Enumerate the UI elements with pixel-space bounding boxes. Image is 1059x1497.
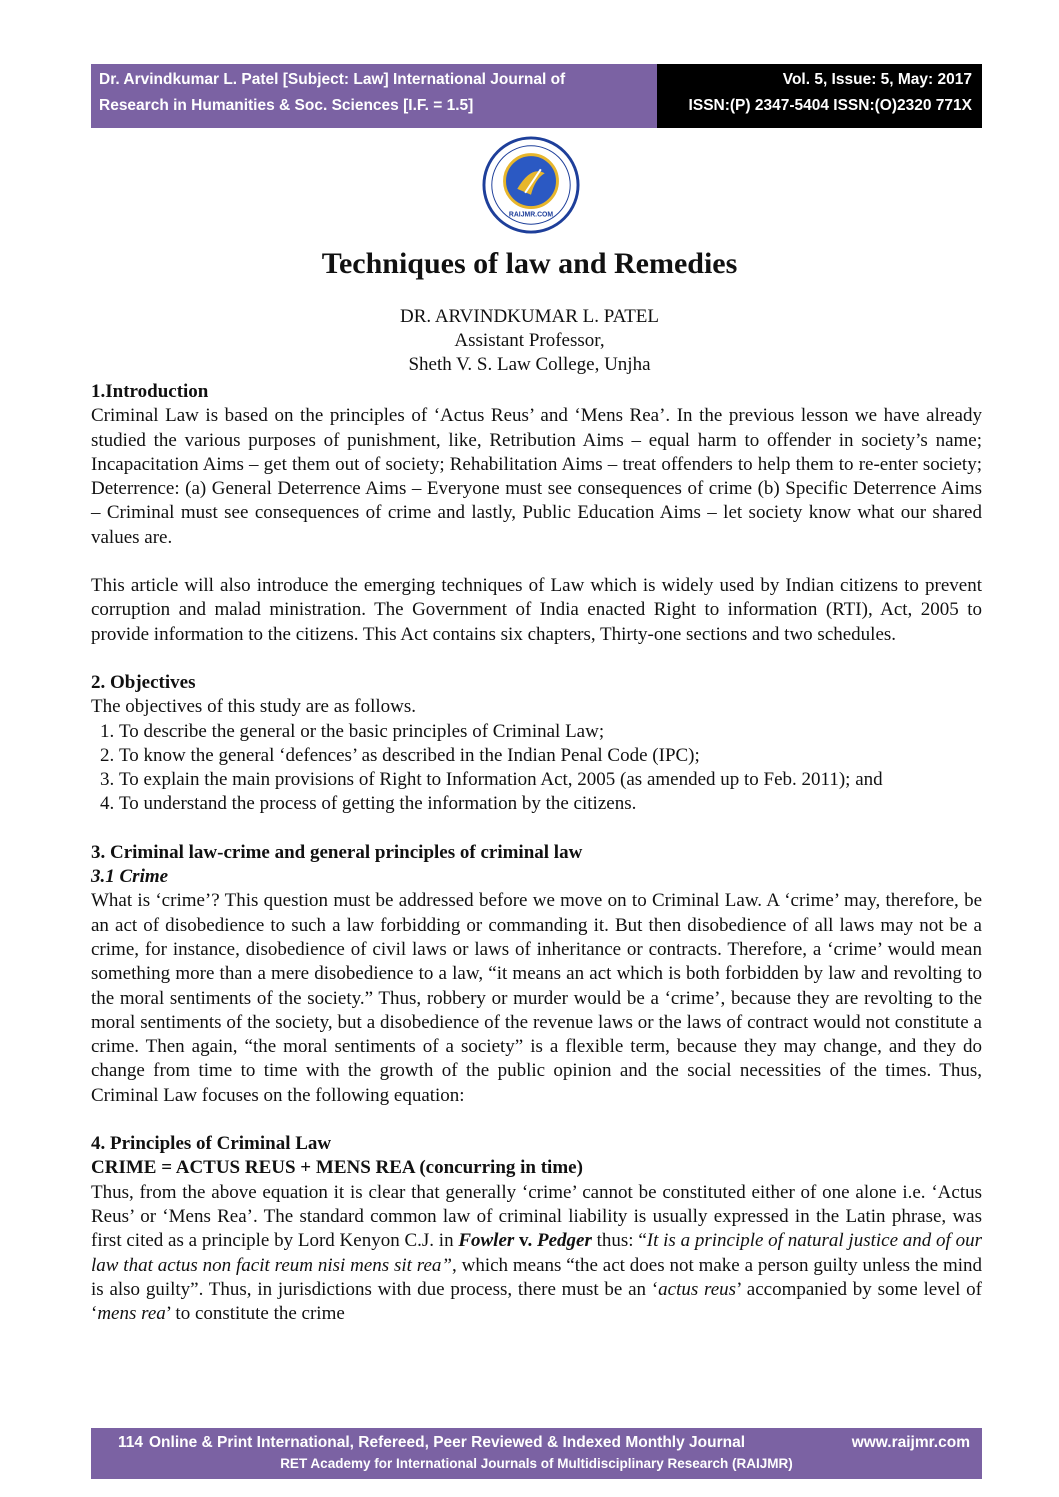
header-journal-line: Research in Humanities & Soc. Sciences [I.F. = 1.5]: [99, 97, 474, 114]
footer-url[interactable]: www.raijmr.com: [851, 1434, 970, 1451]
paragraph: Criminal Law is based on the principles of ‘Actus Reus’ and ‘Mens Rea’. In the previous lesson we have already studied the various purposes of punishment, like, Retribution Aims – equal harm to offender in society’s name; Incapacitation Aims – get them out of society; Rehabilitation Aims – treat offenders to help them to re-enter society; Deterrence: (a) General Deterrence Aims – Everyone must see consequences of crime (b) Specific Deterrence Aims – Criminal must see consequences of crime and lastly, Public Education Aims – let society know what our shared values are.: [91, 405, 982, 548]
page-number: 114: [117, 1434, 143, 1451]
author-name: DR. ARVINDKUMAR L. PATEL: [399, 306, 660, 327]
list-item: 2. To know the general ‘defences’ as described in the Indian Penal Code (IPC);: [119, 744, 982, 768]
header-volume: Vol. 5, Issue: 5, May: 2017: [782, 71, 972, 88]
paper-body: [91, 380, 982, 1326]
paragraph: This article will also introduce the emerging techniques of Law which is widely used by Indian citizens to prevent corruption and malad ministration. The Government of India enacted Right to information (RTI), Act, 2005 to provide information to the citizens. This Act contains six chapters, Thirty-one sections and two schedules.: [91, 575, 982, 645]
case-name: Fowler: [458, 1230, 515, 1252]
journal-header-left: [91, 64, 657, 128]
section-heading: 3. Criminal law-crime and general principles of criminal law: [91, 841, 583, 863]
latin-maxim: It is a principle of natural justice and of our law that actus non facit reum nisi mens sit rea”: [91, 1230, 982, 1276]
footer-journal-desc: Online & Print International, Refereed, Peer Reviewed & Indexed Monthly Journal: [149, 1434, 746, 1451]
journal-footer: [91, 1428, 982, 1479]
footer-publisher: RET Academy for International Journals of Multidisciplinary Research (RAIJMR): [280, 1456, 793, 1471]
crime-equation: CRIME = ACTUS REUS + MENS REA (concurring in time): [91, 1157, 583, 1179]
author-block: [0, 305, 1059, 377]
subsection-heading: 3.1 Crime: [91, 866, 169, 888]
paper-title: Techniques of law and Remedies: [321, 247, 738, 280]
list-item: 3. To explain the main provisions of Right to Information Act, 2005 (as amended up to Feb. 2011); and: [119, 768, 982, 792]
list-item: 1. To describe the general or the basic principles of Criminal Law;: [119, 720, 982, 744]
paragraph: What is ‘crime’? This question must be addressed before we move on to Criminal Law. A ‘crime’ may, therefore, be an act of disobedience to such a law forbidding or commanding it. But then disobedience of all laws may not be a crime, for instance, disobedience of civil laws or laws of inheritance or contracts. Therefore, a ‘crime’ would mean something more than a mere disobedience to a law, “it means an act which is both forbidden by law and revolting to the moral sentiments of the society.” Thus, robbery or murder would be a ‘crime’, because they are revolting to the moral sentiments of the society, but a disobedience of the revenue laws or the laws of contract would not constitute a crime. Then again, “the moral sentiments of a society” is a flexible term, because they may change, and they do change from time to time with the growth of the public opinion and the social necessities of the times. Thus, Criminal Law focuses on the following equation:: [91, 890, 982, 1106]
section-heading: 1.Introduction: [91, 381, 209, 402]
case-name: Pedger: [537, 1230, 592, 1252]
header-author-line: Dr. Arvindkumar L. Patel [Subject: Law] International Journal of: [99, 71, 566, 88]
header-issn: ISSN:(P) 2347-5404 ISSN:(O)2320 771X: [688, 97, 972, 114]
paragraph: The objectives of this study are as follows.: [91, 696, 417, 718]
section-heading: 4. Principles of Criminal Law: [91, 1133, 332, 1155]
list-item: 4. To understand the process of getting the information by the citizens.: [119, 792, 982, 816]
paragraph: Thus, from the above equation it is clear that generally ‘crime’ cannot be constituted either of one alone i.e. ‘Actus Reus’ or ‘Mens Rea’. The standard common law of criminal liability is usually expressed in the Latin phrase, was first cited as a principle by Lord Kenyon C.J. in Fowler v. Pedger thus: “It is a principle of natural justice and of our law that actus non facit reum nisi mens sit rea”, which means “the act does not make a person guilty unless the mind is also guilty”. Thus, in jurisdictions with due process, there must be an ‘actus reus’ accompanied by some level of ‘mens rea’ to constitute the crime: [91, 1181, 982, 1325]
objectives-list: [91, 720, 982, 817]
journal-header-right: [657, 64, 982, 128]
author-institution: Sheth V. S. Law College, Unjha: [408, 354, 651, 375]
author-position: Assistant Professor,: [454, 330, 605, 351]
section-heading: 2. Objectives: [91, 671, 196, 693]
logo-text: RAIJMR.COM: [508, 211, 554, 219]
raijmr-logo: [482, 136, 580, 234]
